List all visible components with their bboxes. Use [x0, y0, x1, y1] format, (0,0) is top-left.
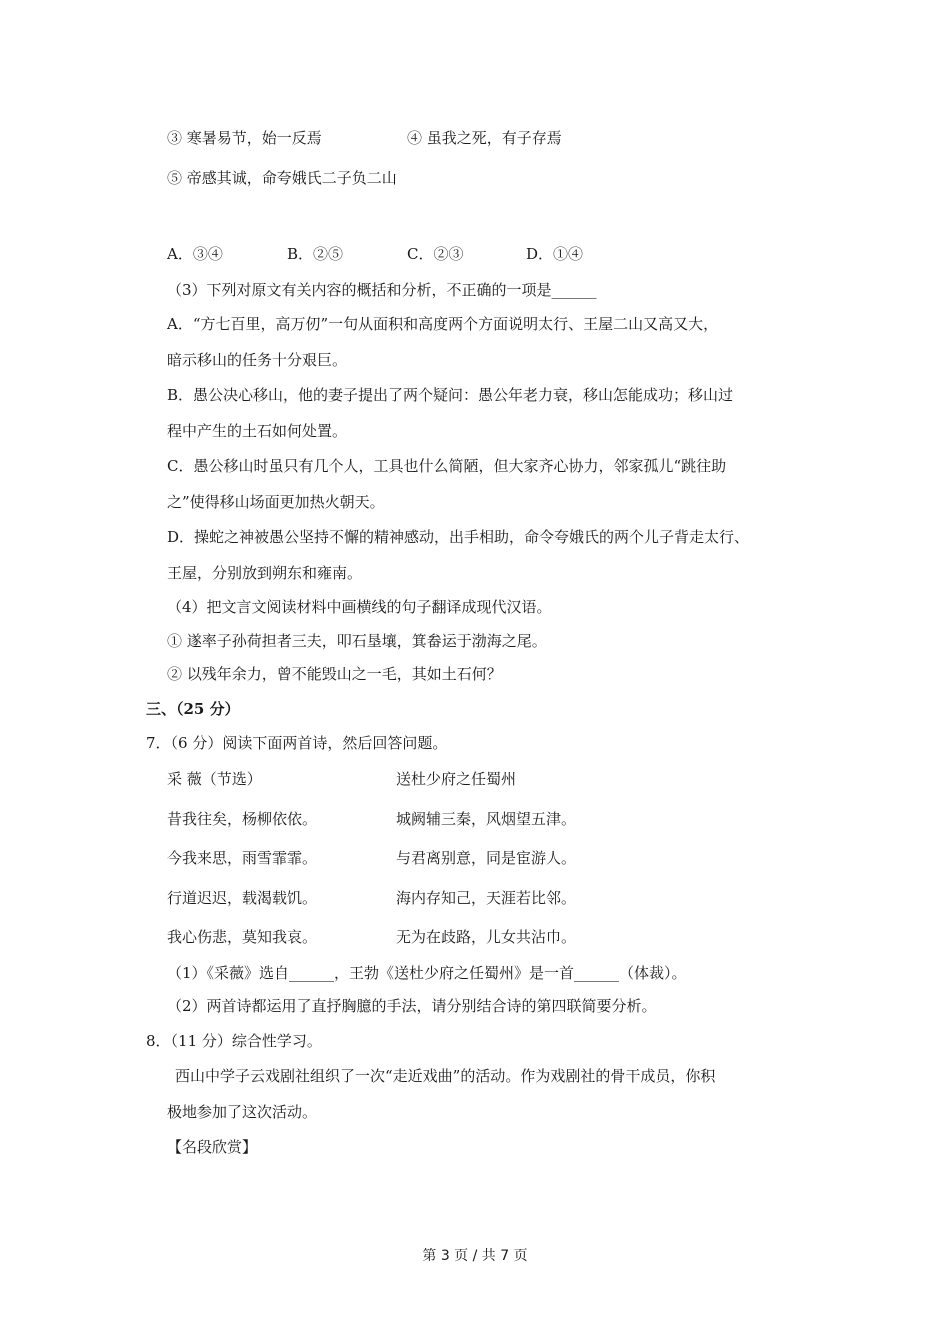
page-footer: 第 3 页 / 共 7 页 [422, 1248, 528, 1264]
answer-d: D．①④ [526, 245, 584, 263]
q3-option-b-line2: 程中产生的土石如何处置。 [167, 422, 348, 440]
q4-stem: （4）把文言文阅读材料中画横线的句子翻译成现代汉语。 [167, 598, 552, 616]
poem2-line: 无为在歧路，儿女共沾巾。 [396, 928, 577, 946]
answer-a: A．③④ [167, 245, 223, 263]
q3-option-c-line2: 之”使得移山场面更加热火朝天。 [167, 493, 385, 511]
poem2-line: 城阙辅三秦，风烟望五津。 [396, 810, 577, 828]
poem1-line: 今我来思，雨雪霏霏。 [167, 849, 318, 867]
section-heading: 三、（25 分） [146, 700, 240, 718]
q8-stem: 8．（11 分）综合性学习。 [146, 1032, 322, 1050]
answer-c: C．②③ [407, 245, 464, 263]
poem1-title: 采 薇（节选） [167, 770, 262, 788]
q3-option-a-line2: 暗示移山的任务十分艰巨。 [167, 351, 348, 369]
q3-option-b-line1: B．愚公决心移山，他的妻子提出了两个疑问：愚公年老力衰，移山怎能成功；移山过 [167, 386, 734, 404]
q8-paragraph-line2: 极地参加了这次活动。 [167, 1103, 318, 1121]
answer-b: B．②⑤ [287, 245, 344, 263]
q7-sub-2: （2）两首诗都运用了直抒胸臆的手法，请分别结合诗的第四联简要分析。 [167, 997, 657, 1015]
q8-heading: 【名段欣赏】 [167, 1138, 258, 1156]
q3-option-d-line1: D．操蛇之神被愚公坚持不懈的精神感动，出手相助，命令夸娥氏的两个儿子背走太行、 [167, 528, 750, 546]
poem1-line: 昔我往矣，杨柳依依。 [167, 810, 318, 828]
q4-sentence-2: ② 以残年余力，曾不能毁山之一毛，其如土石何？ [167, 665, 502, 683]
q3-option-a-line1: A．“方七百里，高万仞”一句从面积和高度两个方面说明太行、王屋二山又高又大， [167, 315, 719, 333]
q7-sub-1: （1）《采薇》选自______，王勃《送杜少府之任蜀州》是一首______（体裁）。 [167, 964, 687, 982]
q7-stem: 7．（6 分）阅读下面两首诗，然后回答问题。 [146, 734, 448, 752]
option-4: ④ 虽我之死，有子存焉 [407, 129, 562, 147]
q3-option-d-line2: 王屋，分别放到朔东和雍南。 [167, 564, 363, 582]
q8-paragraph-line1: 西山中学子云戏剧社组织了一次“走近戏曲”的活动。作为戏剧社的骨干成员，你积 [175, 1067, 716, 1085]
option-5: ⑤ 帝感其诚，命夸娥氏二子负二山 [167, 169, 397, 187]
poem2-title: 送杜少府之任蜀州 [396, 770, 517, 788]
poem1-line: 我心伤悲，莫知我哀。 [167, 928, 318, 946]
poem2-line: 海内存知己，天涯若比邻。 [396, 889, 577, 907]
option-3: ③ 寒暑易节，始一反焉 [167, 129, 322, 147]
poem2-line: 与君离别意，同是宦游人。 [396, 849, 577, 867]
q4-sentence-1: ① 遂率子孙荷担者三夫，叩石垦壤，箕畚运于渤海之尾。 [167, 632, 547, 650]
q3-stem: （3）下列对原文有关内容的概括和分析，不正确的一项是______ [167, 281, 597, 299]
poem1-line: 行道迟迟，载渴载饥。 [167, 889, 318, 907]
q3-option-c-line1: C．愚公移山时虽只有几个人，工具也什么简陋，但大家齐心协力，邻家孤儿“跳往助 [167, 457, 727, 475]
